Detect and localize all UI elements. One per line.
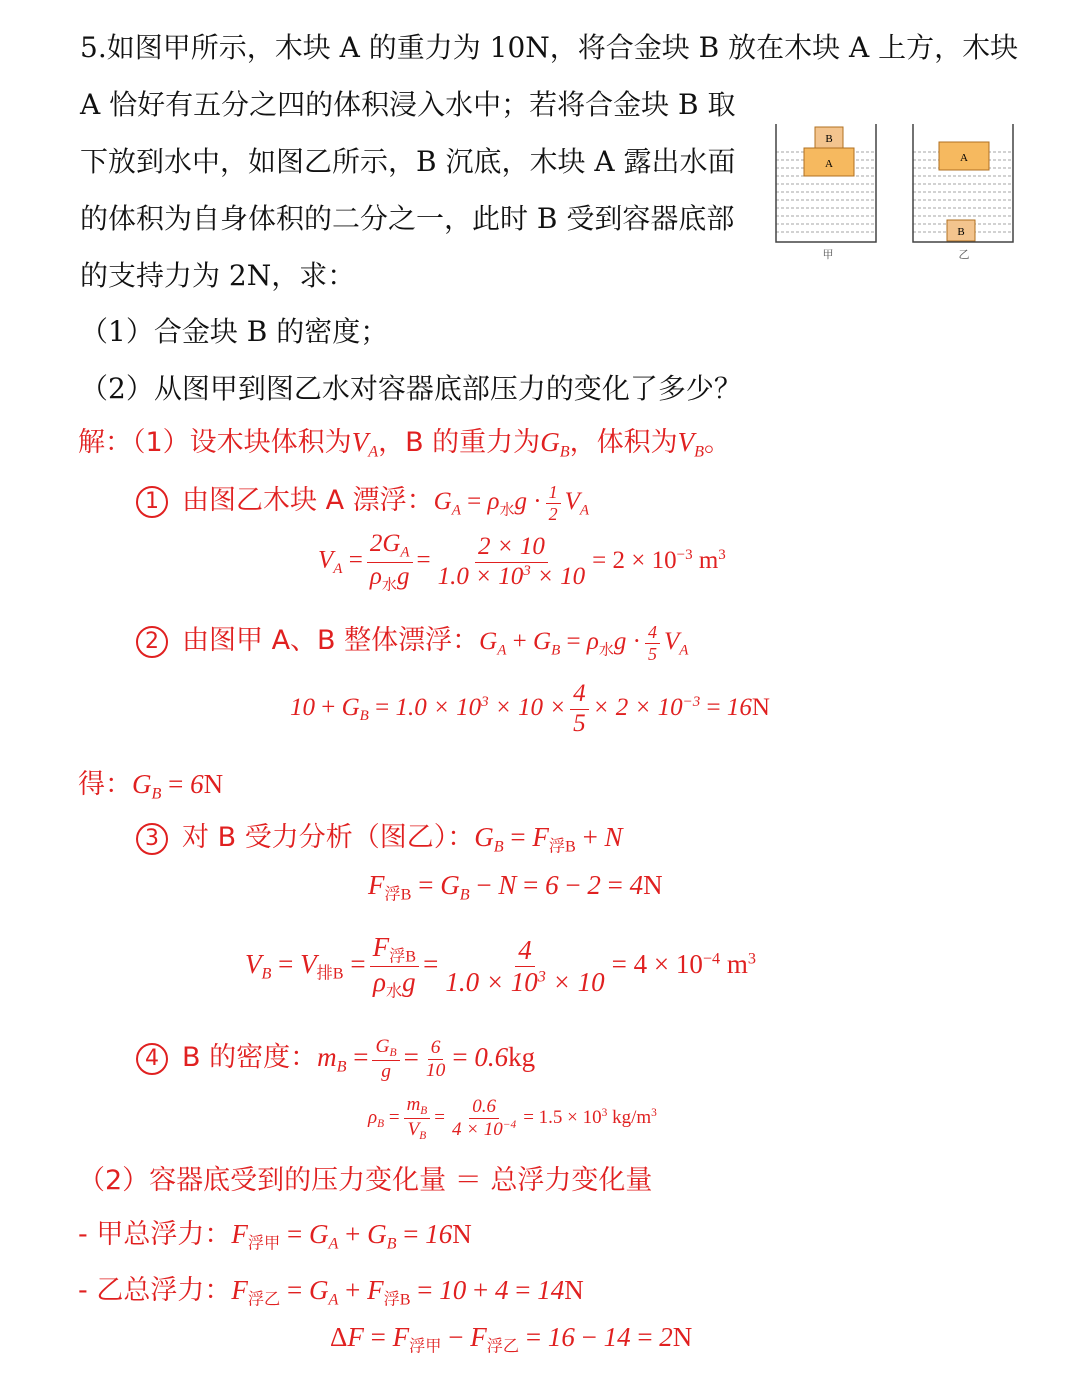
- question-2: （2）从图甲到图乙水对容器底部压力的变化了多少？: [80, 372, 742, 405]
- question-1: （1）合金块 B 的密度；: [80, 315, 389, 348]
- part-2-title: （2）容器底受到的压力变化量 ＝ 总浮力变化量: [78, 1165, 653, 1196]
- step-4-number: 4: [136, 1043, 168, 1075]
- step-2: 2 由图甲 A、B 整体漂浮：$G_A + G_B = \rho_水g$ · $\frac{4}{5}$ $V_A$: [136, 618, 688, 664]
- container-jia: [776, 124, 876, 261]
- problem-line-5: 的支持力为 2N，求：: [80, 259, 356, 292]
- formula-fb: $F_{浮B} = G_B - N = 6 - 2 = 4N$: [368, 870, 663, 904]
- formula-vb: $V_B = V_{排B}$ = $F_{浮B}$ $\rho_水g$ = $\frac{4}{1.0 \times 10^3 \times 10}$ = $4 \times 10^{-4}$ $m^3$: [245, 932, 756, 1001]
- label-b-jia: B: [825, 133, 833, 145]
- formula-delta-f: $\Delta F = F_{浮甲} - F_{浮乙} = 16 - 14 = 2N$: [330, 1322, 693, 1356]
- container-yi: [913, 124, 1013, 261]
- label-a-yi: A: [960, 152, 968, 164]
- figure-diagram: [770, 120, 1020, 265]
- problem-line-3: 下放到水中，如图乙所示，B 沉底，木块 A 露出水面: [80, 145, 736, 178]
- problem-line-4: 的体积为自身体积的二分之一，此时 B 受到容器底部: [80, 202, 735, 235]
- yi-buoyancy: - 乙总浮力：$F_{浮乙} = G_A + F_{浮B} = 10 + 4 = 14N$: [78, 1275, 584, 1309]
- problem-line-2: A 恰好有五分之四的体积浸入水中；若将合金块 B 取: [80, 88, 736, 121]
- result-gb: 得：$G_B = 6N$: [78, 769, 224, 803]
- step-2-number: 2: [136, 626, 168, 658]
- formula-rho-b: $\rho_B$ = $\frac{m_B}{V_B}$ = $\frac{0.6}{4 \times 10^{-4}}$ = $1.5 \times 10^3$ $kg/m^3$: [368, 1094, 657, 1143]
- step-3-number: 3: [136, 823, 168, 855]
- step-3: 3 对 B 受力分析（图乙）：$G_B = F_{浮B} + N$: [136, 815, 623, 857]
- caption-jia: 甲: [822, 248, 834, 261]
- solution-intro: 解：（1）设木块体积为$V_A$，B 的重力为$G_B$，体积为$V_B$。: [78, 427, 731, 461]
- step-1-number: 1: [136, 486, 168, 518]
- problem-line-1: 5.如图甲所示，木块 A 的重力为 10N，将合金块 B 放在木块 A 上方，木块: [80, 31, 1019, 64]
- formula-va: $V_A$ = $2G_A$ $\rho_水g$ = $\frac{2 \times 10}{1.0 \times 10^3 \times 10}$ = $2 \times 10^{-3}$ $m^3$: [318, 530, 726, 593]
- label-a-jia: A: [825, 158, 833, 170]
- jia-buoyancy: - 甲总浮力：$F_{浮甲} = G_A + G_B = 16N$: [78, 1219, 472, 1253]
- formula-gb-calc: $10 + G_B = 1.0 \times 10^3 \times 10$ × $\frac{4}{5}$ × $2 \times 10^{-3} = 16N$: [290, 680, 770, 737]
- step-4: 4 B 的密度：$m_B$ = $\frac{G_B}{g}$ = $\frac{6}{10}$ = 0.6kg: [136, 1035, 535, 1083]
- step-1: 1 由图乙木块 A 漂浮：$G_A = \rho_水g$ · $\frac{1}{2}$ $V_A$: [136, 478, 589, 524]
- label-b-yi: B: [957, 226, 965, 238]
- caption-yi: 乙: [958, 248, 970, 261]
